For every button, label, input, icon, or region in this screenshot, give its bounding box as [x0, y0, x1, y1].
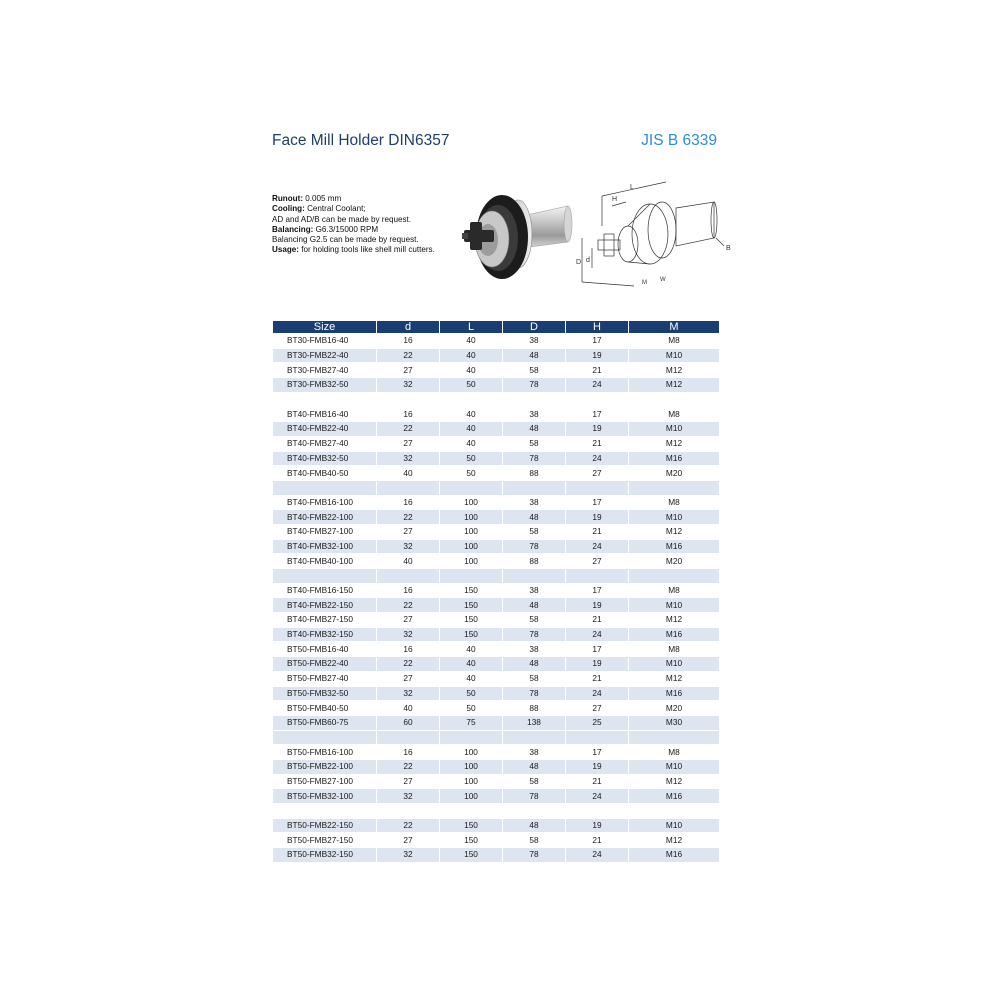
- value-cell: M30: [629, 716, 719, 730]
- value-cell: 27: [403, 614, 413, 625]
- value-cell: 58: [529, 364, 539, 375]
- size-cell: BT50-FMB27-150: [287, 834, 353, 845]
- value-cell: 48: [503, 657, 565, 671]
- size-cell: BT50-FMB16-40: [287, 643, 349, 654]
- spacer-cell: [377, 393, 439, 407]
- value-cell: 25: [566, 716, 628, 730]
- value-cell: 100: [440, 789, 502, 803]
- spacer-cell: [566, 804, 628, 818]
- table-row: [273, 628, 719, 642]
- page-title: Face Mill Holder DIN6357: [272, 132, 450, 149]
- value-cell: 100: [464, 555, 478, 566]
- value-cell: 150: [440, 598, 502, 612]
- value-cell: 88: [529, 702, 539, 713]
- value-cell: 21: [592, 775, 602, 786]
- balancing-label: Balancing:: [272, 224, 314, 234]
- runout-label: Runout:: [272, 194, 304, 203]
- value-cell: 48: [503, 349, 565, 363]
- value-cell: 19: [566, 819, 628, 833]
- table-body: [273, 334, 719, 862]
- value-cell: M12: [665, 614, 683, 625]
- value-cell: 78: [503, 540, 565, 554]
- usage-line: [272, 245, 452, 255]
- value-cell: 150: [440, 819, 502, 833]
- value-cell: 58: [529, 526, 539, 537]
- size-table: [272, 320, 720, 863]
- drawing-label-b: B: [726, 245, 731, 252]
- table-row: [273, 848, 719, 862]
- size-cell: BT30-FMB22-40: [273, 349, 376, 363]
- column-header: H: [566, 321, 628, 333]
- size-cell: BT40-FMB16-100: [287, 496, 353, 507]
- spacer-cell: [629, 393, 719, 407]
- size-cell: BT50-FMB27-100: [287, 775, 353, 786]
- table-row: [273, 745, 719, 759]
- spacer-cell: [273, 804, 376, 818]
- value-cell: 24: [566, 789, 628, 803]
- value-cell: 48: [503, 760, 565, 774]
- drawing-label-m: M: [642, 280, 647, 286]
- value-cell: M12: [665, 775, 683, 786]
- cooling-line: [272, 204, 452, 214]
- value-cell: 40: [440, 349, 502, 363]
- value-cell: 27: [403, 438, 413, 449]
- size-cell: BT50-FMB16-100: [287, 746, 353, 757]
- table-row: [273, 334, 719, 348]
- size-cell: BT40-FMB32-100: [273, 540, 376, 554]
- value-cell: 16: [403, 585, 413, 596]
- table-row: [273, 466, 719, 480]
- value-cell: M16: [629, 452, 719, 466]
- spacer-cell: [566, 393, 628, 407]
- value-cell: 24: [566, 452, 628, 466]
- value-cell: M8: [668, 585, 680, 596]
- table-row: [273, 349, 719, 363]
- value-cell: 50: [440, 687, 502, 701]
- size-cell: BT40-FMB22-150: [273, 598, 376, 612]
- value-cell: 17: [592, 643, 602, 654]
- value-cell: 40: [403, 555, 413, 566]
- value-cell: M8: [668, 746, 680, 757]
- value-cell: 22: [377, 349, 439, 363]
- table-row: [273, 496, 719, 510]
- value-cell: 22: [377, 819, 439, 833]
- table-row: [273, 642, 719, 656]
- value-cell: 48: [503, 598, 565, 612]
- value-cell: 48: [503, 510, 565, 524]
- spacer-cell: [440, 731, 502, 745]
- value-cell: 38: [529, 746, 539, 757]
- value-cell: 19: [566, 349, 628, 363]
- usage-label: Usage:: [272, 245, 299, 255]
- value-cell: 27: [403, 834, 413, 845]
- value-cell: 32: [377, 789, 439, 803]
- column-header: D: [503, 321, 565, 333]
- table-row: [273, 701, 719, 715]
- value-cell: M12: [665, 673, 683, 684]
- value-cell: 21: [592, 834, 602, 845]
- value-cell: 16: [403, 408, 413, 419]
- value-cell: 32: [377, 628, 439, 642]
- value-cell: M12: [665, 364, 683, 375]
- value-cell: 78: [503, 687, 565, 701]
- value-cell: 100: [464, 526, 478, 537]
- value-cell: 19: [566, 510, 628, 524]
- value-cell: 100: [440, 510, 502, 524]
- value-cell: M20: [665, 467, 683, 478]
- value-cell: 38: [529, 408, 539, 419]
- table-header: [273, 321, 719, 333]
- spacer-cell: [377, 731, 439, 745]
- value-cell: 50: [466, 702, 476, 713]
- table-row: [273, 760, 719, 774]
- balancing-value: G6.3/15000 RPM: [315, 224, 379, 234]
- size-cell: BT30-FMB27-40: [287, 364, 349, 375]
- spacer-cell: [629, 804, 719, 818]
- table-row: [273, 687, 719, 701]
- value-cell: 38: [529, 585, 539, 596]
- value-cell: M10: [629, 819, 719, 833]
- spacer-cell: [629, 731, 719, 745]
- value-cell: 19: [566, 657, 628, 671]
- spacer-cell: [629, 569, 719, 583]
- table-spacer-row: [273, 731, 719, 745]
- value-cell: 78: [503, 452, 565, 466]
- size-cell: BT40-FMB16-40: [287, 408, 349, 419]
- value-cell: 19: [566, 598, 628, 612]
- value-cell: 100: [440, 760, 502, 774]
- cooling-note: AD and AD/B can be made by request.: [272, 214, 412, 224]
- value-cell: M8: [668, 496, 680, 507]
- table-row: [273, 598, 719, 612]
- value-cell: 24: [566, 628, 628, 642]
- value-cell: 24: [566, 540, 628, 554]
- value-cell: 21: [592, 364, 602, 375]
- value-cell: 22: [377, 598, 439, 612]
- size-cell: BT30-FMB16-40: [287, 335, 349, 346]
- value-cell: 16: [403, 746, 413, 757]
- value-cell: 40: [440, 657, 502, 671]
- value-cell: M10: [629, 510, 719, 524]
- value-cell: 16: [403, 335, 413, 346]
- value-cell: 27: [403, 673, 413, 684]
- drawing-label-w: W: [660, 277, 666, 283]
- balancing-note: Balancing G2.5 can be made by request.: [272, 235, 419, 245]
- table-row: [273, 716, 719, 730]
- value-cell: 100: [464, 496, 478, 507]
- value-cell: M20: [665, 555, 683, 566]
- value-cell: 138: [503, 716, 565, 730]
- value-cell: 50: [440, 452, 502, 466]
- value-cell: 58: [529, 834, 539, 845]
- table-row: [273, 437, 719, 451]
- spacer-cell: [377, 481, 439, 495]
- table-spacer-row: [273, 393, 719, 407]
- value-cell: 19: [566, 760, 628, 774]
- value-cell: 40: [466, 408, 476, 419]
- value-cell: 150: [464, 614, 478, 625]
- standard-label: JIS B 6339: [641, 132, 717, 149]
- spacer-cell: [503, 481, 565, 495]
- value-cell: 58: [529, 775, 539, 786]
- runout-value: 0.005 mm: [305, 194, 342, 203]
- value-cell: M10: [629, 657, 719, 671]
- holder-drawing: [566, 178, 736, 288]
- value-cell: 32: [377, 848, 439, 862]
- value-cell: M12: [665, 526, 683, 537]
- value-cell: 27: [592, 467, 602, 478]
- value-cell: 21: [592, 438, 602, 449]
- value-cell: 40: [466, 438, 476, 449]
- value-cell: 150: [464, 585, 478, 596]
- spacer-cell: [503, 569, 565, 583]
- balancing-line: [272, 225, 452, 235]
- value-cell: M16: [629, 540, 719, 554]
- value-cell: 21: [592, 614, 602, 625]
- spacer-cell: [503, 393, 565, 407]
- value-cell: M12: [665, 438, 683, 449]
- value-cell: M8: [668, 408, 680, 419]
- table-row: [273, 407, 719, 421]
- value-cell: 17: [592, 408, 602, 419]
- value-cell: M16: [629, 687, 719, 701]
- size-cell: BT40-FMB27-150: [287, 614, 353, 625]
- value-cell: 40: [466, 364, 476, 375]
- value-cell: 38: [529, 643, 539, 654]
- value-cell: 48: [503, 819, 565, 833]
- usage-value: for holding tools like shell mill cutters.: [301, 245, 435, 255]
- value-cell: 150: [464, 834, 478, 845]
- value-cell: 58: [529, 673, 539, 684]
- value-cell: M20: [665, 702, 683, 713]
- spacer-cell: [629, 481, 719, 495]
- size-cell: BT50-FMB27-40: [287, 673, 349, 684]
- value-cell: 17: [592, 496, 602, 507]
- value-cell: 32: [377, 540, 439, 554]
- size-cell: BT50-FMB22-150: [273, 819, 376, 833]
- table-row: [273, 452, 719, 466]
- value-cell: 58: [529, 614, 539, 625]
- size-cell: BT50-FMB22-40: [273, 657, 376, 671]
- size-cell: BT40-FMB16-150: [287, 585, 353, 596]
- value-cell: 150: [440, 848, 502, 862]
- value-cell: 75: [440, 716, 502, 730]
- value-cell: M10: [629, 422, 719, 436]
- table-row: [273, 363, 719, 377]
- value-cell: 24: [566, 378, 628, 392]
- size-cell: BT40-FMB22-40: [273, 422, 376, 436]
- spacer-cell: [440, 481, 502, 495]
- size-cell: BT50-FMB32-50: [273, 687, 376, 701]
- value-cell: 27: [592, 702, 602, 713]
- spacer-cell: [566, 731, 628, 745]
- value-cell: 78: [503, 789, 565, 803]
- value-cell: 100: [464, 775, 478, 786]
- value-cell: 40: [403, 467, 413, 478]
- value-cell: 16: [403, 643, 413, 654]
- value-cell: 22: [377, 760, 439, 774]
- table-row: [273, 833, 719, 847]
- size-cell: BT40-FMB40-50: [287, 467, 349, 478]
- value-cell: 50: [440, 378, 502, 392]
- value-cell: 88: [529, 467, 539, 478]
- drawing-label-d-outer: D: [576, 259, 582, 266]
- value-cell: M8: [668, 335, 680, 346]
- value-cell: 19: [566, 422, 628, 436]
- spacer-cell: [377, 569, 439, 583]
- size-cell: BT40-FMB32-150: [273, 628, 376, 642]
- value-cell: 78: [503, 628, 565, 642]
- value-cell: M16: [629, 789, 719, 803]
- value-cell: 38: [529, 496, 539, 507]
- spacer-cell: [503, 731, 565, 745]
- table-row: [273, 672, 719, 686]
- value-cell: 24: [566, 848, 628, 862]
- value-cell: 27: [592, 555, 602, 566]
- value-cell: 22: [377, 510, 439, 524]
- drawing-label-d-inner: d: [586, 257, 590, 264]
- value-cell: 27: [403, 526, 413, 537]
- table-row: [273, 613, 719, 627]
- table-row: [273, 510, 719, 524]
- table-row: [273, 775, 719, 789]
- size-cell: BT50-FMB22-100: [273, 760, 376, 774]
- value-cell: 50: [466, 467, 476, 478]
- value-cell: 17: [592, 335, 602, 346]
- value-cell: M10: [629, 598, 719, 612]
- spacer-cell: [273, 481, 376, 495]
- size-cell: BT50-FMB32-100: [273, 789, 376, 803]
- value-cell: M10: [629, 760, 719, 774]
- size-cell: BT40-FMB32-50: [273, 452, 376, 466]
- value-cell: 40: [403, 702, 413, 713]
- table-row: [273, 525, 719, 539]
- value-cell: M16: [629, 848, 719, 862]
- spec-notes: [272, 194, 452, 256]
- table-spacer-row: [273, 481, 719, 495]
- spacer-cell: [566, 481, 628, 495]
- spacer-cell: [440, 569, 502, 583]
- size-cell: BT50-FMB60-75: [273, 716, 376, 730]
- size-cell: BT50-FMB40-50: [287, 702, 349, 713]
- table-row: [273, 378, 719, 392]
- table-row: [273, 422, 719, 436]
- table-row: [273, 554, 719, 568]
- column-header: d: [377, 321, 439, 333]
- spacer-cell: [440, 393, 502, 407]
- value-cell: 100: [464, 746, 478, 757]
- holder-photo: [452, 182, 574, 286]
- value-cell: 40: [466, 335, 476, 346]
- value-cell: 38: [529, 335, 539, 346]
- value-cell: 22: [377, 422, 439, 436]
- value-cell: M16: [629, 628, 719, 642]
- value-cell: 58: [529, 438, 539, 449]
- value-cell: 78: [503, 378, 565, 392]
- value-cell: M12: [629, 378, 719, 392]
- value-cell: 48: [503, 422, 565, 436]
- spacer-cell: [273, 393, 376, 407]
- value-cell: 27: [403, 775, 413, 786]
- table-spacer-row: [273, 569, 719, 583]
- size-cell: BT40-FMB27-100: [287, 526, 353, 537]
- spacer-cell: [377, 804, 439, 818]
- table-row: [273, 584, 719, 598]
- size-cell: BT30-FMB32-50: [273, 378, 376, 392]
- spacer-cell: [440, 804, 502, 818]
- spacer-cell: [566, 569, 628, 583]
- column-header: M: [629, 321, 719, 333]
- table-row: [273, 540, 719, 554]
- size-cell: BT50-FMB32-150: [273, 848, 376, 862]
- table-row: [273, 657, 719, 671]
- value-cell: 32: [377, 687, 439, 701]
- drawing-label-l: L: [630, 184, 634, 191]
- value-cell: 40: [466, 673, 476, 684]
- value-cell: 150: [440, 628, 502, 642]
- value-cell: M8: [668, 643, 680, 654]
- table-spacer-row: [273, 804, 719, 818]
- size-cell: BT40-FMB40-100: [287, 555, 353, 566]
- value-cell: 17: [592, 746, 602, 757]
- value-cell: 60: [377, 716, 439, 730]
- value-cell: 78: [503, 848, 565, 862]
- drawing-label-h: H: [612, 196, 618, 203]
- column-header: Size: [273, 321, 376, 333]
- table-row: [273, 819, 719, 833]
- spacer-cell: [503, 804, 565, 818]
- value-cell: 32: [377, 452, 439, 466]
- value-cell: 21: [592, 673, 602, 684]
- size-cell: BT40-FMB22-100: [273, 510, 376, 524]
- value-cell: M10: [629, 349, 719, 363]
- cooling-label: Cooling:: [272, 204, 305, 214]
- spacer-cell: [273, 731, 376, 745]
- value-cell: 40: [466, 643, 476, 654]
- value-cell: 100: [440, 540, 502, 554]
- size-cell: BT40-FMB27-40: [287, 438, 349, 449]
- runout-line: [272, 194, 452, 204]
- value-cell: 27: [403, 364, 413, 375]
- value-cell: 40: [440, 422, 502, 436]
- spacer-cell: [273, 569, 376, 583]
- value-cell: M12: [665, 834, 683, 845]
- table-row: [273, 789, 719, 803]
- value-cell: 21: [592, 526, 602, 537]
- value-cell: 88: [529, 555, 539, 566]
- value-cell: 24: [566, 687, 628, 701]
- value-cell: 17: [592, 585, 602, 596]
- value-cell: 16: [403, 496, 413, 507]
- value-cell: 32: [377, 378, 439, 392]
- value-cell: 22: [377, 657, 439, 671]
- column-header: L: [440, 321, 502, 333]
- cooling-value: Central Coolant;: [307, 204, 366, 214]
